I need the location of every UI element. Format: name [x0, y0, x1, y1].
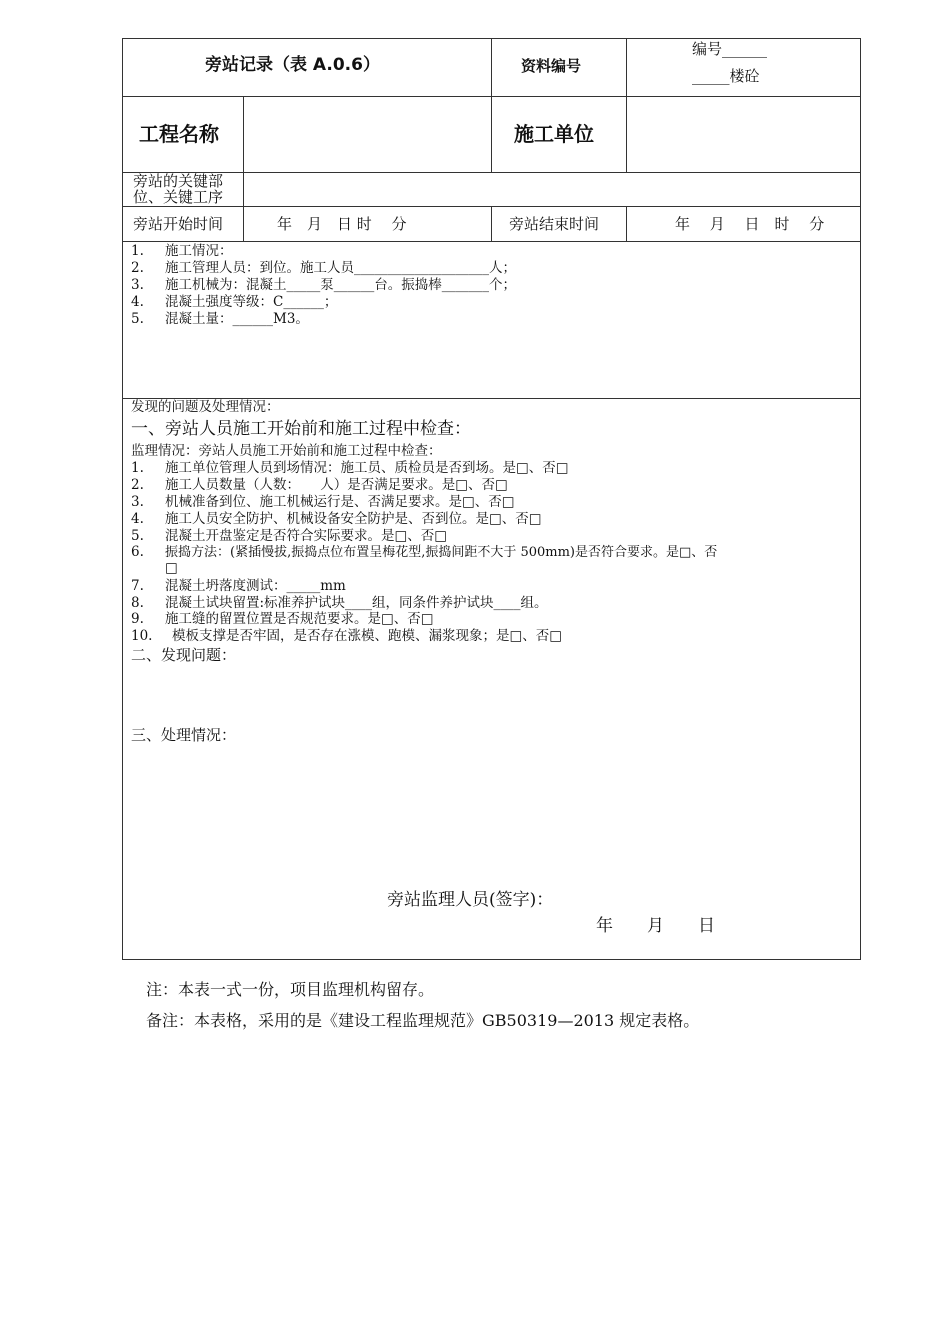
number-line: [692, 42, 767, 57]
check-item-text: 施工单位管理人员到场情况：施工员、质检员是否到场。是□、否□: [165, 460, 569, 476]
construction-item-num: 3.: [131, 277, 144, 293]
end-time-label: 旁站结束时间: [509, 215, 600, 233]
construction-item-num: 5.: [131, 311, 144, 327]
column-divider: [626, 206, 627, 241]
data-number-label: 资料编号: [521, 57, 582, 75]
column-divider: [491, 206, 492, 241]
construction-item-num: 4.: [131, 294, 144, 310]
issues-heading: 发现的问题及处理情况：: [131, 399, 280, 415]
row-divider: [122, 172, 861, 173]
key-part-label-line1: 旁站的关键部: [133, 172, 224, 190]
column-divider: [243, 96, 244, 241]
floor-field[interactable]: _____: [692, 67, 730, 85]
check-item-text: 混凝土坍落度测试：_____mm: [165, 578, 346, 594]
check-item-num: 7.: [131, 578, 144, 594]
check-item-text: 混凝土开盘鉴定是否符合实际要求。是□、否□: [165, 528, 448, 544]
construction-item-num: 2.: [131, 260, 144, 276]
floor-line: [692, 69, 760, 84]
check-item-text: 施工人员安全防护、机械设备安全防护是、否到位。是□、否□: [165, 511, 542, 527]
start-time-field[interactable]: 年 月 日 时 分: [277, 215, 407, 233]
number-field[interactable]: ______: [722, 40, 768, 58]
signature-date: 年 月 日: [596, 916, 715, 936]
section-one-heading: 一、旁站人员施工开始前和施工过程中检查：: [131, 419, 471, 439]
check-item-num: 4.: [131, 511, 144, 527]
check-item-text: 混凝土试块留置:标准养护试块____组，同条件养护试块____组。: [165, 595, 548, 611]
row-divider: [122, 241, 861, 242]
check-item-num: 1.: [131, 460, 144, 476]
check-item-text: 模板支撑是否牢固，是否存在涨模、跑模、漏浆现象；是□、否□: [172, 628, 563, 644]
section-two-heading: 二、发现问题：: [131, 646, 237, 664]
key-part-label-line2: 位、关键工序: [133, 188, 224, 206]
end-time-field[interactable]: 年 月 日 时 分: [675, 215, 825, 233]
contractor-label: 施工单位: [514, 122, 594, 146]
column-divider: [491, 38, 492, 172]
section-three-heading: 三、处理情况：: [131, 726, 237, 744]
check-item-num: 3.: [131, 494, 144, 510]
check-item-text: □: [165, 560, 178, 576]
check-item-num: 2.: [131, 477, 144, 493]
supervision-line: 监理情况：旁站人员施工开始前和施工过程中检查：: [131, 443, 442, 459]
number-label: 编号: [692, 40, 723, 58]
check-item-text: 振捣方法：(紧插慢拔,振捣点位布置呈梅花型,振捣间距不大于 500mm)是否符合要求。是□、否: [165, 545, 718, 560]
form-title: 旁站记录（表 A.0.6）: [205, 55, 380, 75]
check-item-text: 施工人员数量（人数： 人）是否满足要求。是□、否□: [165, 477, 508, 493]
construction-item-text: 施工情况：: [165, 243, 233, 259]
construction-item-text: 施工管理人员：到位。施工人员____________________人；: [165, 260, 516, 276]
construction-item-num: 1.: [131, 243, 144, 259]
check-item-num: 10.: [131, 628, 153, 644]
construction-item-text: 混凝土量：______M3。: [165, 311, 309, 327]
check-item-num: 5.: [131, 528, 144, 544]
check-item-text: 施工缝的留置位置是否规范要求。是□、否□: [165, 611, 434, 627]
construction-item-text: 混凝土强度等级：C______；: [165, 294, 338, 310]
check-item-num: 9.: [131, 611, 144, 627]
project-name-label: 工程名称: [139, 122, 219, 146]
start-time-label: 旁站开始时间: [133, 215, 224, 233]
check-item-text: 机械准备到位、施工机械运行是、否满足要求。是□、否□: [165, 494, 515, 510]
note-line-2: 备注：本表格，采用的是《建设工程监理规范》GB50319—2013 规定表格。: [146, 1011, 700, 1030]
note-line-1: 注：本表一式一份，项目监理机构留存。: [146, 980, 435, 999]
check-item-num: 6.: [131, 544, 144, 560]
column-divider: [626, 38, 627, 172]
check-item-num: 8.: [131, 595, 144, 611]
construction-item-text: 施工机械为：混凝土_____泵______台。振捣棒_______个；: [165, 277, 516, 293]
floor-suffix: 楼砼: [729, 67, 760, 85]
signature-label: 旁站监理人员(签字)：: [387, 890, 554, 910]
